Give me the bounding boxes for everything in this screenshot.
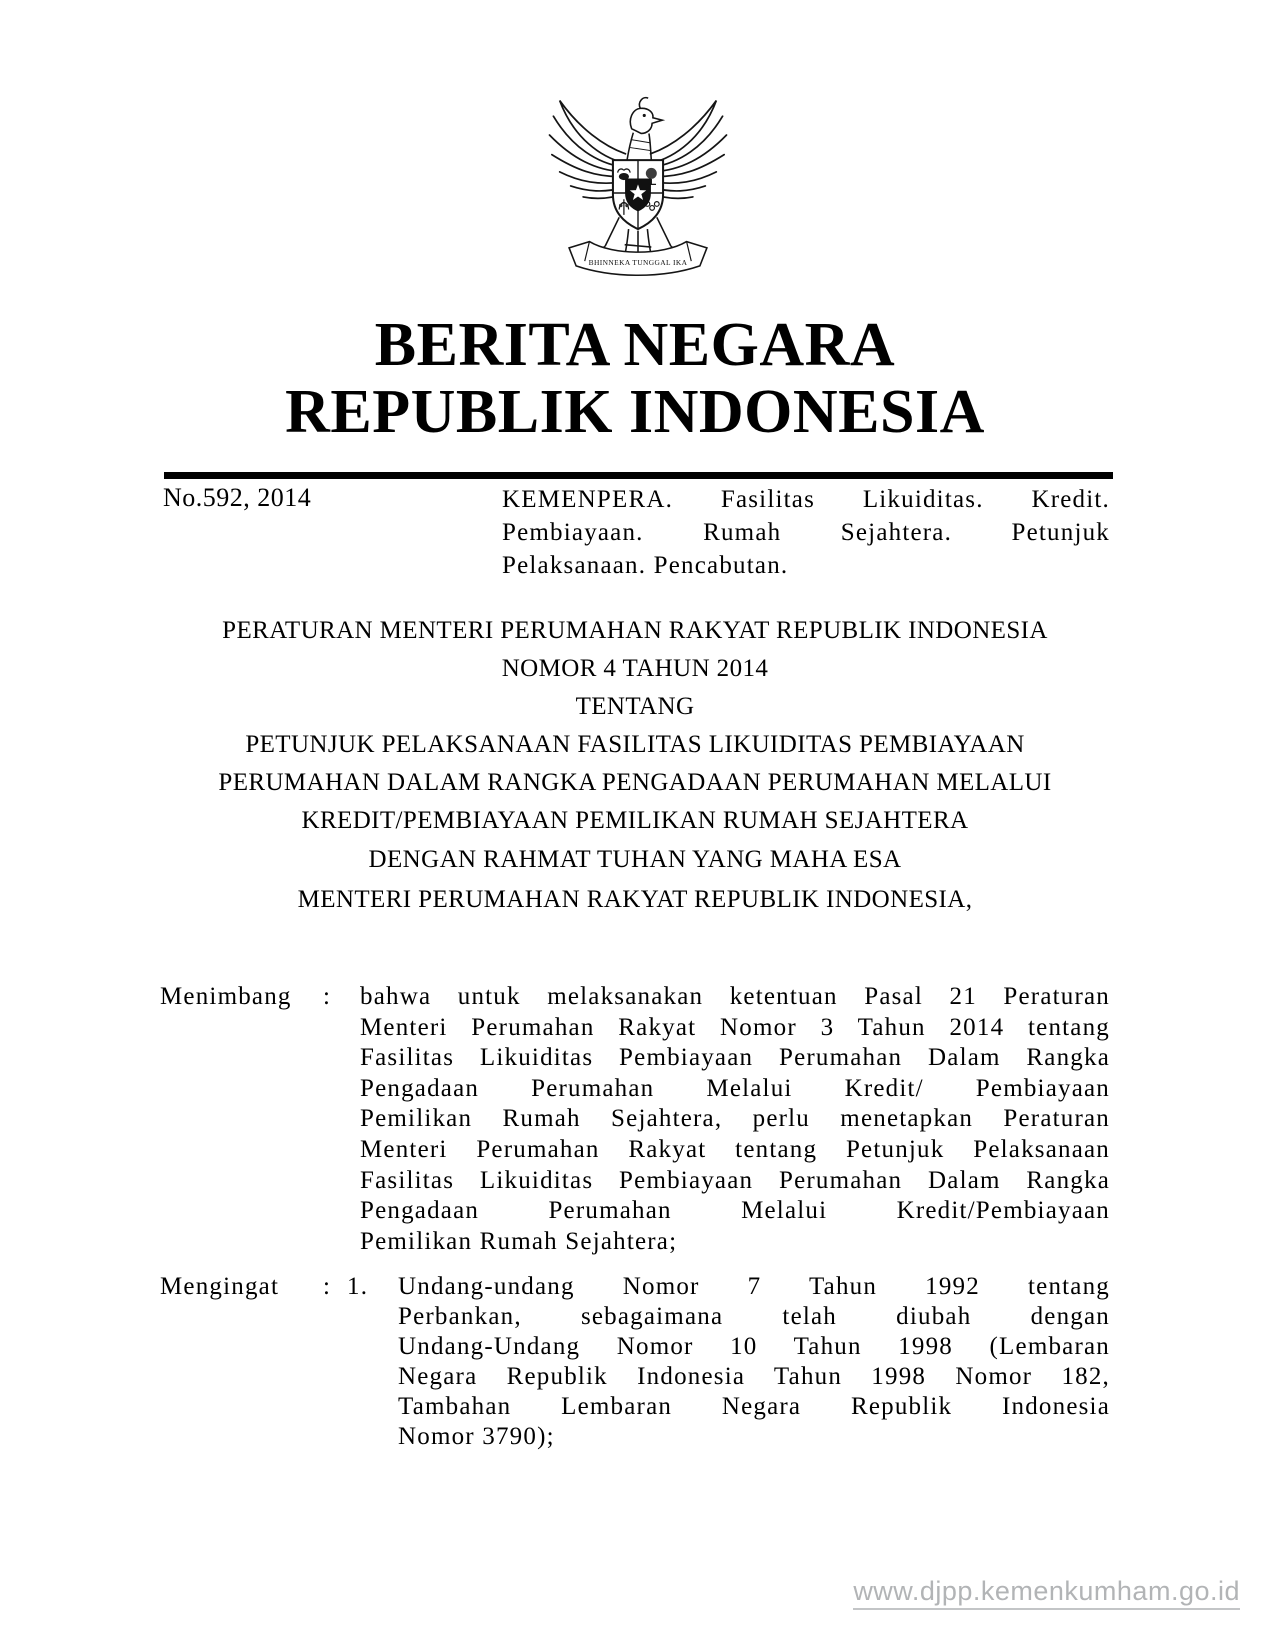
text-line: Pemilikan Rumah Sejahtera, perlu menetapkan Peraturan (360, 1105, 1110, 1133)
regulation-issuer-line: PERATURAN MENTERI PERUMAHAN RAKYAT REPUBLIK INDONESIA (222, 617, 1048, 644)
text-line: Nomor 3790); (398, 1423, 555, 1450)
citing-item-number: 1. (347, 1273, 369, 1300)
gazette-title-line1: BERITA NEGARA (374, 311, 896, 379)
text-line: Menteri Perumahan Rakyat tentang Petunjuk Pelaksanaan (360, 1135, 1110, 1163)
footer-watermark-link[interactable]: www.djpp.kemenkumham.go.id (853, 1576, 1240, 1610)
text-line: Negara Republik Indonesia Tahun 1998 Nomor 182, (398, 1363, 1110, 1390)
authority-line: MENTERI PERUMAHAN RAKYAT REPUBLIK INDONESIA, (297, 886, 973, 913)
considering-text (360, 982, 1110, 1257)
emblem-motto: BHINNEKA TUNGGAL IKA (588, 258, 688, 268)
text-line: PETUNJUK PELAKSANAAN FASILITAS LIKUIDITAS PEMBIAYAAN (245, 731, 1025, 758)
citing-label: Mengingat (160, 1273, 280, 1300)
text-line: PERUMAHAN DALAM RANGKA PENGADAAN PERUMAHAN MELALUI (218, 769, 1052, 796)
issue-number: No.592, 2014 (163, 483, 312, 512)
text-line: Pemilikan Rumah Sejahtera; (360, 1227, 678, 1255)
text-line: Tambahan Lembaran Negara Republik Indonesia (398, 1393, 1110, 1420)
regulation-heading-block (160, 612, 1110, 840)
text-line: Undang-Undang Nomor 10 Tahun 1998 (Lembaran (398, 1333, 1110, 1360)
text-line: Menteri Perumahan Rakyat Nomor 3 Tahun 2014 tentang (360, 1013, 1110, 1041)
garuda-pancasila-emblem (544, 88, 732, 298)
invocation-line: DENGAN RAHMAT TUHAN YANG MAHA ESA (368, 846, 902, 873)
gazette-title (160, 312, 1110, 446)
regulation-number-line: NOMOR 4 TAHUN 2014 (501, 655, 769, 682)
text-line: Pengadaan Perumahan Melalui Kredit/Pembiayaan (360, 1197, 1110, 1225)
citing-clause (160, 1272, 1110, 1452)
text-line: Pengadaan Perumahan Melalui Kredit/ Pembiayaan (360, 1074, 1110, 1102)
garuda-pancasila-icon (544, 88, 732, 298)
text-line: Fasilitas Likuiditas Pembiayaan Perumahan Dalam Rangka (360, 1166, 1110, 1194)
subject-notations (502, 483, 1110, 582)
text-line: KEMENPERA. Fasilitas Likuiditas. Kredit. (502, 486, 1110, 513)
text-line: bahwa untuk melaksanakan ketentuan Pasal 21 Peraturan (360, 983, 1110, 1010)
text-line: KREDIT/PEMBIAYAAN PEMILIKAN RUMAH SEJAHTERA (301, 807, 969, 834)
considering-colon: : (323, 983, 332, 1010)
regulation-tentang-line: TENTANG (575, 693, 695, 720)
masthead-divider-rule (164, 472, 1113, 479)
considering-clause (160, 982, 1110, 1257)
regulation-title (160, 726, 1110, 840)
citing-colon: : (323, 1273, 332, 1300)
text-line: Undang-undang Nomor 7 Tahun 1992 tentang (398, 1273, 1110, 1300)
text-line: Fasilitas Likuiditas Pembiayaan Perumahan Dalam Rangka (360, 1044, 1110, 1072)
text-line: Perbankan, sebagaimana telah diubah dengan (398, 1303, 1110, 1330)
gazette-title-line2: REPUBLIK INDONESIA (285, 378, 985, 446)
considering-label: Menimbang (160, 983, 292, 1010)
text-line: Pembiayaan. Rumah Sejahtera. Petunjuk (502, 519, 1110, 546)
text-line: Pelaksanaan. Pencabutan. (502, 552, 789, 579)
citing-item-text (398, 1272, 1110, 1452)
